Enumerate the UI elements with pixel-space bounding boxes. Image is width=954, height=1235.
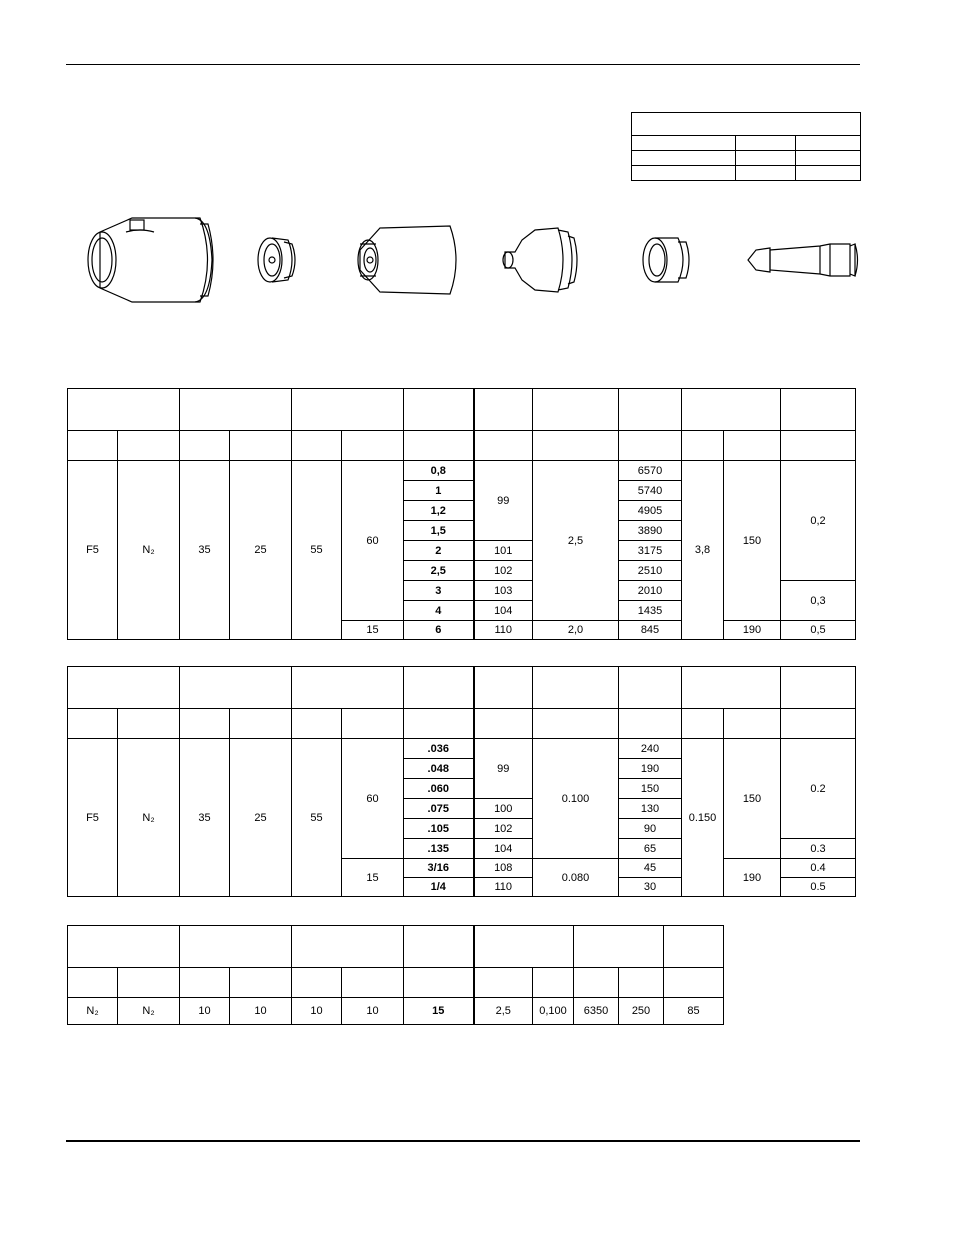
part-number-table-header [632,113,861,136]
english-cut-chart [67,666,856,897]
subheader-cell [342,431,404,461]
subheader-cell [230,431,292,461]
arc-voltage-cell: 104 [474,601,533,621]
pierce-delay-cell: 0.2 [781,739,856,839]
subheader-cell [619,968,664,998]
subheader-cell [118,709,180,739]
cut-speed-cell: 130 [619,799,682,819]
thickness-cell: 2 [404,541,474,561]
marking-chart [67,925,724,1025]
header-cell [292,389,404,431]
header-cell [533,667,619,709]
cut-speed-cell: 240 [619,739,682,759]
pierce-height-cell: 150 [724,461,781,621]
header-cell [574,926,664,968]
electrode-drawing [748,244,858,276]
cut-speed-cell: 4905 [619,501,682,521]
preflow-shield-cell: 25 [230,739,292,897]
marking-value-cell: 10 [180,998,230,1025]
arc-voltage-cell: 104 [474,839,533,859]
header-cell [68,667,180,709]
arc-voltage-cell: 99 [474,739,533,799]
subheader-cell [118,968,180,998]
arc-voltage-cell: 103 [474,581,533,601]
marking-value-cell: N₂ [68,998,118,1025]
subheader-cell [292,709,342,739]
header-cell [292,667,404,709]
subheader-cell [781,431,856,461]
preflow-shield-cell: 25 [230,461,292,640]
header-cell [68,926,180,968]
process-gas-cell: F5 [68,461,118,640]
arc-voltage-cell: 110 [474,878,533,897]
torch-to-work-cell: 0.100 [533,739,619,859]
thickness-cell: 4 [404,601,474,621]
arc-voltage-cell: 110 [474,621,533,640]
header-cell [682,667,781,709]
marking-value-cell: 85 [664,998,724,1025]
shield-drawing [258,238,295,282]
subheader-cell [619,709,682,739]
marking-value-cell: 0,100 [533,998,574,1025]
cut-speed-cell: 30 [619,878,682,897]
torch-to-work-cell: 2,0 [533,621,619,640]
subheader-cell [230,709,292,739]
thickness-cell: .048 [404,759,474,779]
subheader-cell [533,431,619,461]
subheader-cell [533,968,574,998]
thickness-cell: .075 [404,799,474,819]
table-cell [796,166,861,181]
table-cell [736,166,796,181]
subheader-cell [664,968,724,998]
subheader-cell [68,431,118,461]
subheader-cell [533,709,619,739]
subheader-cell [118,431,180,461]
table-cell [632,151,736,166]
thickness-cell: .105 [404,819,474,839]
header-cell [474,389,533,431]
cut-speed-cell: 65 [619,839,682,859]
process-gas-cell: F5 [68,739,118,897]
nozzle-drawing [503,228,577,292]
header-cell [781,389,856,431]
arc-voltage-cell: 102 [474,819,533,839]
cut-speed-cell: 2010 [619,581,682,601]
header-cell [404,926,474,968]
pierce-delay-cell: 0,3 [781,581,856,621]
header-cell [180,926,292,968]
header-cell [180,389,292,431]
header-cell [682,389,781,431]
initial-height-cell: 3,8 [682,461,724,640]
pierce-height-cell: 150 [724,739,781,859]
subheader-cell [682,431,724,461]
thickness-cell: 1,5 [404,521,474,541]
retaining-cap-drawing [358,226,456,294]
cut-speed-cell: 1435 [619,601,682,621]
subheader-cell [180,968,230,998]
cutflow-shield-cell: 60 [342,461,404,621]
torch-to-work-cell: 2,5 [533,461,619,621]
initial-height-cell: 0.150 [682,739,724,897]
preflow-plasma-cell: 35 [180,739,230,897]
subheader-cell [682,709,724,739]
arc-voltage-cell: 102 [474,561,533,581]
metric-cut-chart [67,388,856,640]
pierce-delay-cell: 0.4 [781,859,856,878]
arc-voltage-cell: 108 [474,859,533,878]
header-cell [68,389,180,431]
torch-to-work-cell: 0.080 [533,859,619,897]
consumable-parts-illustration [60,200,880,320]
header-cell [292,926,404,968]
cutflow-shield-cell: 15 [342,859,404,897]
table-cell [632,136,736,151]
cutflow-shield-cell: 60 [342,739,404,859]
thickness-cell: 2,5 [404,561,474,581]
marking-value-cell: 10 [292,998,342,1025]
marking-value-cell: 15 [404,998,474,1025]
subheader-cell [474,709,533,739]
pierce-height-cell: 190 [724,859,781,897]
subheader-cell [474,968,533,998]
cut-speed-cell: 5740 [619,481,682,501]
thickness-cell: 6 [404,621,474,640]
header-cell [474,667,533,709]
pierce-height-cell: 190 [724,621,781,640]
table-cell [796,151,861,166]
top-rule [66,64,860,65]
thickness-cell: 1,2 [404,501,474,521]
subheader-cell [404,431,474,461]
subheader-cell [342,709,404,739]
shield-gas-cell: N₂ [118,739,180,897]
subheader-cell [292,968,342,998]
marking-value-cell: 2,5 [474,998,533,1025]
pierce-delay-cell: 0,5 [781,621,856,640]
cut-speed-cell: 3890 [619,521,682,541]
shield-cap-drawing [88,218,213,302]
header-cell [533,389,619,431]
table-cell [632,166,736,181]
subheader-cell [724,431,781,461]
subheader-cell [68,968,118,998]
marking-value-cell: N₂ [118,998,180,1025]
table-cell [796,136,861,151]
thickness-cell: .036 [404,739,474,759]
thickness-cell: 0,8 [404,461,474,481]
cut-speed-cell: 845 [619,621,682,640]
cut-speed-cell: 45 [619,859,682,878]
subheader-cell [619,431,682,461]
swirl-ring-drawing [643,238,689,282]
cutflow-plasma-cell: 55 [292,461,342,640]
thickness-cell: 1/4 [404,878,474,897]
thickness-cell: .135 [404,839,474,859]
subheader-cell [180,431,230,461]
subheader-cell [230,968,292,998]
subheader-cell [180,709,230,739]
arc-voltage-cell: 101 [474,541,533,561]
header-cell [180,667,292,709]
subheader-cell [342,968,404,998]
header-cell [404,667,474,709]
preflow-plasma-cell: 35 [180,461,230,640]
cutflow-shield-cell: 15 [342,621,404,640]
pierce-delay-cell: 0,2 [781,461,856,581]
marking-value-cell: 10 [230,998,292,1025]
subheader-cell [474,431,533,461]
subheader-cell [404,709,474,739]
cut-speed-cell: 6570 [619,461,682,481]
bottom-rule [66,1140,860,1142]
subheader-cell [574,968,619,998]
table-cell [736,151,796,166]
thickness-cell: 1 [404,481,474,501]
cutflow-plasma-cell: 55 [292,739,342,897]
subheader-cell [68,709,118,739]
part-number-table [631,112,861,181]
subheader-cell [724,709,781,739]
thickness-cell: 3 [404,581,474,601]
pierce-delay-cell: 0.5 [781,878,856,897]
subheader-cell [404,968,474,998]
shield-gas-cell: N₂ [118,461,180,640]
cut-speed-cell: 2510 [619,561,682,581]
arc-voltage-cell: 99 [474,461,533,541]
marking-value-cell: 250 [619,998,664,1025]
marking-value-cell: 10 [342,998,404,1025]
pierce-delay-cell: 0.3 [781,839,856,859]
marking-value-cell: 6350 [574,998,619,1025]
cut-speed-cell: 90 [619,819,682,839]
subheader-cell [292,431,342,461]
subheader-cell [781,709,856,739]
cut-speed-cell: 190 [619,759,682,779]
header-cell [474,926,574,968]
cut-speed-cell: 3175 [619,541,682,561]
header-cell [664,926,724,968]
header-cell [781,667,856,709]
header-cell [619,389,682,431]
thickness-cell: .060 [404,779,474,799]
header-cell [404,389,474,431]
header-cell [619,667,682,709]
table-cell [736,136,796,151]
arc-voltage-cell: 100 [474,799,533,819]
cut-speed-cell: 150 [619,779,682,799]
thickness-cell: 3/16 [404,859,474,878]
